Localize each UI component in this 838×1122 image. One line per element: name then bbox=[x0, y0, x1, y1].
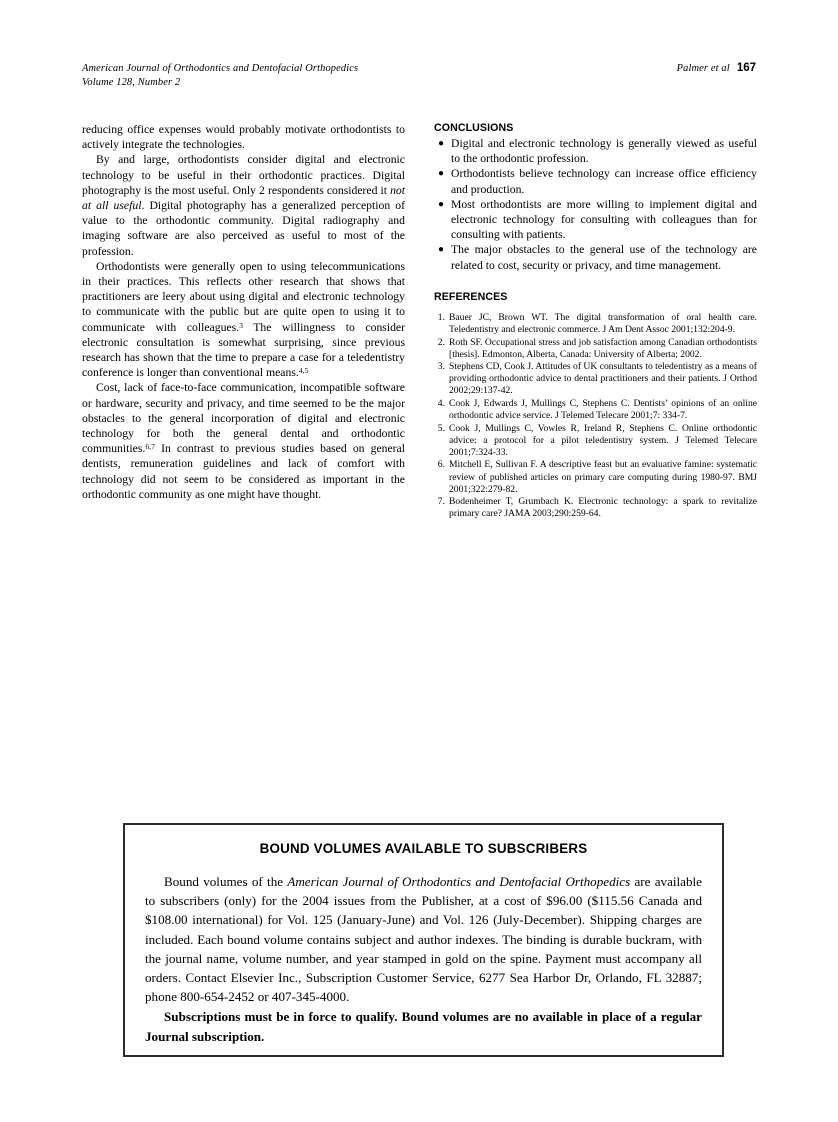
conclusion-item: ● Orthodontists believe technology can increase office efficiency and production. bbox=[438, 167, 757, 196]
right-text-column bbox=[434, 122, 757, 521]
bullet-icon: ● bbox=[438, 168, 445, 180]
reference-number: 1. bbox=[437, 311, 445, 323]
journal-volume-line: Volume 128, Number 2 bbox=[82, 76, 181, 88]
bound-volumes-notice-box bbox=[123, 823, 724, 1057]
conclusion-item: ● Most orthodontists are more willing to implement digital and electronic technology for consulting with colleagues than for consulting with patients. bbox=[438, 197, 757, 242]
running-head-authors: Palmer et al bbox=[676, 63, 730, 74]
conclusion-item: ● The major obstacles to the general use of the technology are related to cost, security or privacy, and time management. bbox=[438, 243, 757, 272]
running-head bbox=[82, 62, 756, 92]
reference-number: 6. bbox=[437, 459, 445, 471]
reference-item: 5. Cook J, Mullings C, Vowles R, Ireland R, Stephens C. Online orthodontic advice: a protocol for a pilot teledentistry system. J Telemed Telecare 2001;7:324-33. bbox=[434, 423, 757, 459]
reference-number: 4. bbox=[437, 397, 445, 409]
notice-bold-paragraph: Subscriptions must be in force to qualify. Bound volumes are no available in place of a regular Journal subscription. bbox=[145, 1009, 702, 1044]
bullet-icon: ● bbox=[438, 138, 445, 149]
bullet-icon: ● bbox=[438, 198, 445, 210]
conclusions-list bbox=[434, 136, 757, 273]
conclusions-heading: CONCLUSIONS bbox=[434, 122, 514, 134]
left-column-body bbox=[82, 122, 405, 502]
left-text-column bbox=[82, 122, 405, 502]
paragraph: Orthodontists were generally open to using telecommunications in their practices. This reflects other research that shows that practitioners are leery about using digital and electronic technology to communicate with the public but are quite open to using it to communicate with colleagues.$^3$ The willingness to consider electronic consultation is somewhat surprising, since previous research has shown that the time to prepare a case for a teledentistry conference is longer than conventional means.$^{4,5}$ bbox=[82, 259, 406, 380]
paragraph: By and large, orthodontists consider digital and electronic technology to be useful in their orthodontic practices. Digital photography is the most useful. Only 2 respondents considered it not at all useful. Digital photography has a generalized perception of value to the orthodontic community. Digital radiography and imaging software are also perceived as useful to most of the profession. bbox=[82, 153, 405, 258]
reference-item: 1. Bauer JC, Brown WT. The digital transformation of oral health care. Teledentistry and electronic commerce. J Am Dent Assoc 2001;132:204-9. bbox=[434, 312, 757, 336]
paragraph: Cost, lack of face-to-face communication, incompatible software or hardware, security and privacy, and time seemed to be the major obstacles to the general incorporation of digital and electronic technology for both the general dental and orthodontic communities.$^{6,7}$ In contrast to previous studies based on general dentists, remuneration guidelines and lack of comfort with technology did not seem to be considered as important in the orthodontic community as one might have thought. bbox=[82, 381, 405, 501]
bullet-icon: ● bbox=[438, 244, 445, 256]
reference-item: 4. Cook J, Edwards J, Mullings C, Stephens C. Dentists’ opinions of an online orthodontic advice service. J Telemed Telecare 2001;7: 334-7. bbox=[434, 398, 757, 422]
notice-paragraph: Bound volumes of the American Journal of Orthodontics and Dentofacial Orthopedics are available to subscribers (only) for the 2004 issues from the Publisher, at a cost of $96.00 ($115.56 Canada and $108.00 international) for Vol. 125 (January-June) and Vol. 126 (July-December). Shipping charges are included. Each bound volume contains subject and author indexes. The binding is durable buckram, with the journal name, volume number, and year stamped in gold on the spine. Payment must accompany all orders. Contact Elsevier Inc., Subscription Customer Service, 6277 Sea Harbor Dr, Orlando, FL 32887; phone 800-654-2452 or 407-345-4000. bbox=[145, 874, 702, 1005]
references-list bbox=[434, 312, 757, 521]
reference-item: 7. Bodenheimer T, Grumbach K. Electronic technology: a spark to revitalize primary care? JAMA 2003;290:259-64. bbox=[434, 496, 757, 520]
running-head-journal bbox=[82, 62, 358, 89]
reference-item: 2. Roth SF. Occupational stress and job satisfaction among Canadian orthodontists [thesis]. Edmonton, Alberta, Canada: University of Alberta; 2002. bbox=[434, 337, 757, 361]
reference-number: 3. bbox=[437, 361, 445, 373]
notice-inner bbox=[125, 825, 722, 1056]
reference-number: 5. bbox=[437, 422, 445, 434]
notice-title: BOUND VOLUMES AVAILABLE TO SUBSCRIBERS bbox=[259, 841, 588, 856]
references-heading: REFERENCES bbox=[434, 290, 508, 303]
page-number: 167 bbox=[736, 62, 756, 74]
reference-item: 6. Mitchell E, Sullivan F. A descriptive feast but an evaluative famine: systematic review of published articles on primary care computing during 1980-97. BMJ 2001;322:279-82. bbox=[434, 459, 757, 495]
journal-title-line: American Journal of Orthodontics and Dentofacial Orthopedics bbox=[82, 63, 359, 74]
running-head-authors-page bbox=[677, 62, 756, 76]
reference-number: 2. bbox=[437, 336, 445, 348]
reference-number: 7. bbox=[437, 496, 445, 508]
paragraph: reducing office expenses would probably motivate orthodontists to actively integrate the technologies. bbox=[82, 123, 405, 152]
reference-item: 3. Stephens CD, Cook J. Attitudes of UK consultants to teledentistry as a means of providing orthodontic advice to dental practitioners and their patients. J Orthod 2002;29:137-42. bbox=[434, 361, 757, 397]
notice-body bbox=[145, 872, 702, 1046]
conclusion-item: ● Digital and electronic technology is generally viewed as useful to the orthodontic profession. bbox=[438, 137, 757, 166]
